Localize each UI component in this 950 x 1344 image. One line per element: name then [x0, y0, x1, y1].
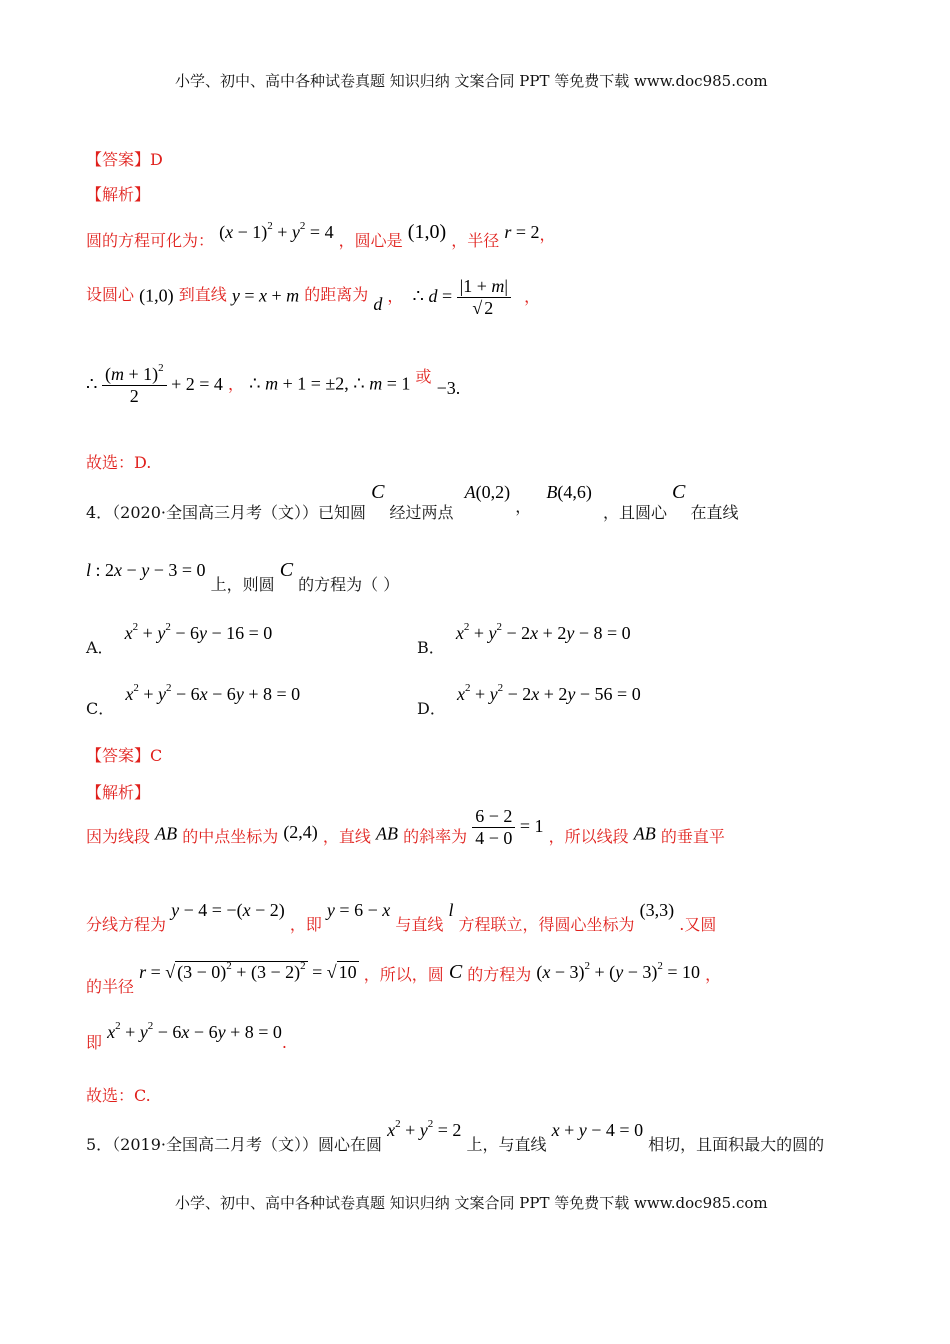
equation: AB [376, 823, 399, 844]
equation: y = x + m [231, 285, 300, 306]
equation: AB [633, 823, 656, 844]
equation: d [373, 293, 383, 314]
equation: x + y − 4 = 0 [551, 1120, 644, 1140]
equation: $x^2 + y^2 - 2x + 2y - 8 = 0$ [455, 621, 631, 643]
equation: −3. [436, 377, 461, 398]
equation: l [448, 900, 454, 920]
equation: C [672, 481, 686, 503]
q4-option-d[interactable]: D． $x^2 + y^2 - 2x + 2y - 56 = 0$ [417, 682, 641, 718]
q4-option-a[interactable]: A． $x^2 + y^2 - 6y - 16 = 0$ [86, 621, 273, 657]
equation: l : 2x − y − 3 = 0 [86, 560, 206, 580]
q3-line1: 圆的方程可化为： $(x - 1)^2 + y^2 = 4$ ，圆心是 (1,0) ，半径 r = 2， [86, 220, 556, 250]
q4-analysis-line4: 即 $x^2 + y^2 - 6x - 6y + 8 = 0$. [86, 1020, 287, 1052]
equation: C [448, 961, 463, 983]
q3-conclusion: 故选：D. [86, 453, 152, 472]
equation: $x^2 + y^2 = 2$ [387, 1118, 462, 1140]
equation: B(4,6) [546, 482, 592, 502]
page-footer: 小学、初中、高中各种试卷真题 知识归纳 文案合同 PPT 等免费下载 www.doc985.com [175, 1194, 768, 1212]
equation: $x^2 + y^2 - 6y - 16 = 0$ [124, 621, 273, 643]
equation: ∴ d = $\frac{|1 + m|}{√ 2}$ [413, 286, 511, 306]
q4-answer: 【答案】C [86, 746, 163, 765]
q4-option-b[interactable]: B． $x^2 + y^2 - 2x + 2y - 8 = 0$ [417, 621, 631, 657]
equation: $x^2 + y^2 - 2x + 2y - 56 = 0$ [456, 682, 641, 704]
q3-analysis-label: 【解析】 [86, 185, 151, 204]
q4-analysis-line3: 的半径 r = √ $(3 - 0)^2 + (3 - 2)^2$ = √ 10 ，所以，圆 C 的方程为 $(x - 3)^2 + (y - 3)^2 = 10$ ， [86, 960, 722, 996]
q3-line2: 设圆心 (1,0) 到直线 y = x + m 的距离为 d ， ∴ d = $\frac{|1 + m|}{√ 2}$ ， [86, 276, 541, 318]
equation: $(x - 3)^2 + (y - 3)^2 = 10$ [536, 960, 700, 982]
q4-analysis-line1: 因为线段 AB 的中点坐标为 (2,4) ，直线 AB 的斜率为 $\frac{6 - 2}{4 - 0}$ = 1 ，所以线段 AB 的垂直平 [86, 806, 725, 848]
equation: $x^2 + y^2 - 6x - 6y + 8 = 0$ [125, 682, 301, 704]
equation: C [371, 481, 385, 503]
equation: (1,0) [407, 221, 447, 243]
q4-conclusion: 故选：C. [86, 1086, 151, 1105]
equation: y − 4 = −(x − 2) [171, 900, 285, 920]
equation: $\frac{6 - 2}{4 - 0}$ = 1 [472, 816, 543, 836]
equation: ∴ $\frac{(m + 1)^2}{2}$ + 2 = 4 [86, 362, 223, 406]
equation: $x^2 + y^2 - 6x - 6y + 8 = 0$ [107, 1020, 282, 1042]
q3-line3: ∴ $\frac{(m + 1)^2}{2}$ + 2 = 4 ， ∴ m + 1 = ±2, ∴ m = 1 或 −3. [86, 362, 461, 406]
equation: (3,3) [639, 900, 675, 920]
equation: AB [155, 823, 178, 844]
equation: (2,4) [283, 821, 318, 842]
q5-stem-line1: 5．（2019·全国高二月考（文））圆心在圆 $x^2 + y^2 = 2$ 上，与直线 x + y − 4 = 0 相切，且面积最大的圆的 [86, 1118, 825, 1154]
equation: r = √ $(3 - 0)^2 + (3 - 2)^2$ = √ 10 [139, 960, 357, 982]
equation: C [279, 559, 294, 581]
equation: (1,0) [139, 285, 174, 306]
page-header: 小学、初中、高中各种试卷真题 知识归纳 文案合同 PPT 等免费下载 www.doc985.com [175, 72, 768, 90]
q4-option-c[interactable]: C． $x^2 + y^2 - 6x - 6y + 8 = 0$ [86, 682, 301, 718]
equation: y = 6 − x [326, 900, 391, 920]
q4-stem-line2: l : 2x − y − 3 = 0 上，则圆 C 的方程为（ ） [86, 559, 400, 594]
equation: $(x - 1)^2 + y^2 = 4$ [219, 220, 334, 242]
equation: A(0,2) [464, 482, 511, 502]
equation: r = 2 [504, 222, 540, 242]
q4-stem-line1: 4．（2020·全国高三月考（文））已知圆 C 经过两点 A(0,2) ， B(4,6) ，且圆心 C 在直线 [86, 481, 739, 522]
equation: ∴ m + 1 = ±2, ∴ m = 1 [249, 373, 411, 394]
q4-analysis-label: 【解析】 [86, 783, 151, 802]
q3-answer: 【答案】D [86, 150, 163, 169]
q4-analysis-line2: 分线方程为 y − 4 = −(x − 2) ，即 y = 6 − x 与直线 l 方程联立，得圆心坐标为 (3,3) .又圆 [86, 900, 717, 934]
